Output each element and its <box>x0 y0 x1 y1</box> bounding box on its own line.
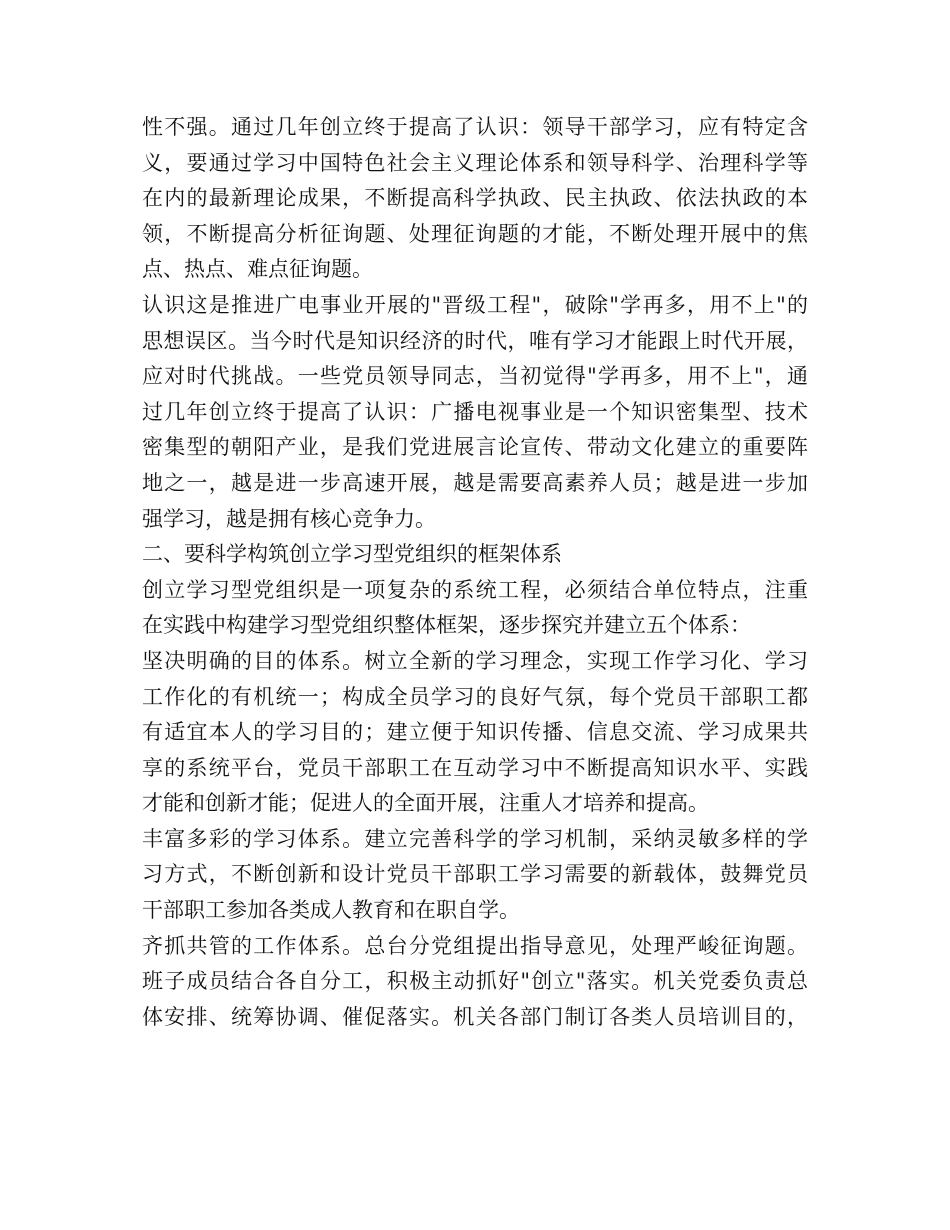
text-line: 地之一，越是进一步高速开展，越是需要高素养人员；越是进一步加 <box>142 470 808 495</box>
text-line: 性不强。通过几年创立终于提高了认识：领导干部学习，应有特定含 <box>142 115 808 139</box>
text-line: 在内的最新理论成果，不断提高科学执政、民主执政、依法执政的本 <box>142 186 808 211</box>
section-heading: 二、要科学构筑创立学习型党组织的框架体系 <box>142 542 562 567</box>
text-line: 班子成员结合各自分工，积极主动抓好"创立"落实。机关党委负责总 <box>142 969 808 994</box>
text-line: 体安排、统筹协调、催促落实。机关各部门制订各类人员培训目的， <box>142 1004 808 1029</box>
text-line: 过几年创立终于提高了认识：广播电视事业是一个知识密集型、技术 <box>142 399 808 424</box>
text-line: 习方式，不断创新和设计党员干部职工学习需要的新载体，鼓舞党员 <box>142 862 808 887</box>
text-line: 享的系统平台，党员干部职工在互动学习中不断提高知识水平、实践 <box>142 755 808 780</box>
text-line: 创立学习型党组织是一项复杂的系统工程，必须结合单位特点，注重 <box>142 577 808 602</box>
text-line: 应对时代挑战。一些党员领导同志，当初觉得"学再多，用不上"，通 <box>142 364 808 389</box>
text-line: 思想误区。当今时代是知识经济的时代，唯有学习才能跟上时代开展， <box>142 328 808 353</box>
text-line: 认识这是推进广电事业开展的"晋级工程"，破除"学再多，用不上"的 <box>142 292 808 317</box>
text-line: 齐抓共管的工作体系。总台分党组提出指导意见，处理严峻征询题。 <box>142 933 808 958</box>
text-line: 坚决明确的目的体系。树立全新的学习理念，实现工作学习化、学习 <box>142 648 808 673</box>
text-line: 丰富多彩的学习体系。建立完善科学的学习机制，采纳灵敏多样的学 <box>142 826 808 851</box>
text-line: 有适宜本人的学习目的；建立便于知识传播、信息交流、学习成果共 <box>142 720 808 745</box>
document-body <box>142 110 808 1035</box>
text-line: 义，要通过学习中国特色社会主义理论体系和领导科学、治理科学等 <box>142 150 808 175</box>
text-line: 干部职工参加各类成人教育和在职自学。 <box>142 898 520 923</box>
text-line: 在实践中构建学习型党组织整体框架，逐步探究并建立五个体系： <box>142 613 751 638</box>
text-line: 密集型的朝阳产业，是我们党进展言论宣传、带动文化建立的重要阵 <box>142 435 808 460</box>
text-line: 领，不断提高分析征询题、处理征询题的才能，不断处理开展中的焦 <box>142 221 808 246</box>
text-line: 点、热点、难点征询题。 <box>142 257 373 282</box>
text-line: 才能和创新才能；促进人的全面开展，注重人才培养和提高。 <box>142 791 709 816</box>
text-line: 工作化的有机统一；构成全员学习的良好气氛，每个党员干部职工都 <box>142 684 808 709</box>
text-line: 强学习，越是拥有核心竞争力。 <box>142 506 436 531</box>
